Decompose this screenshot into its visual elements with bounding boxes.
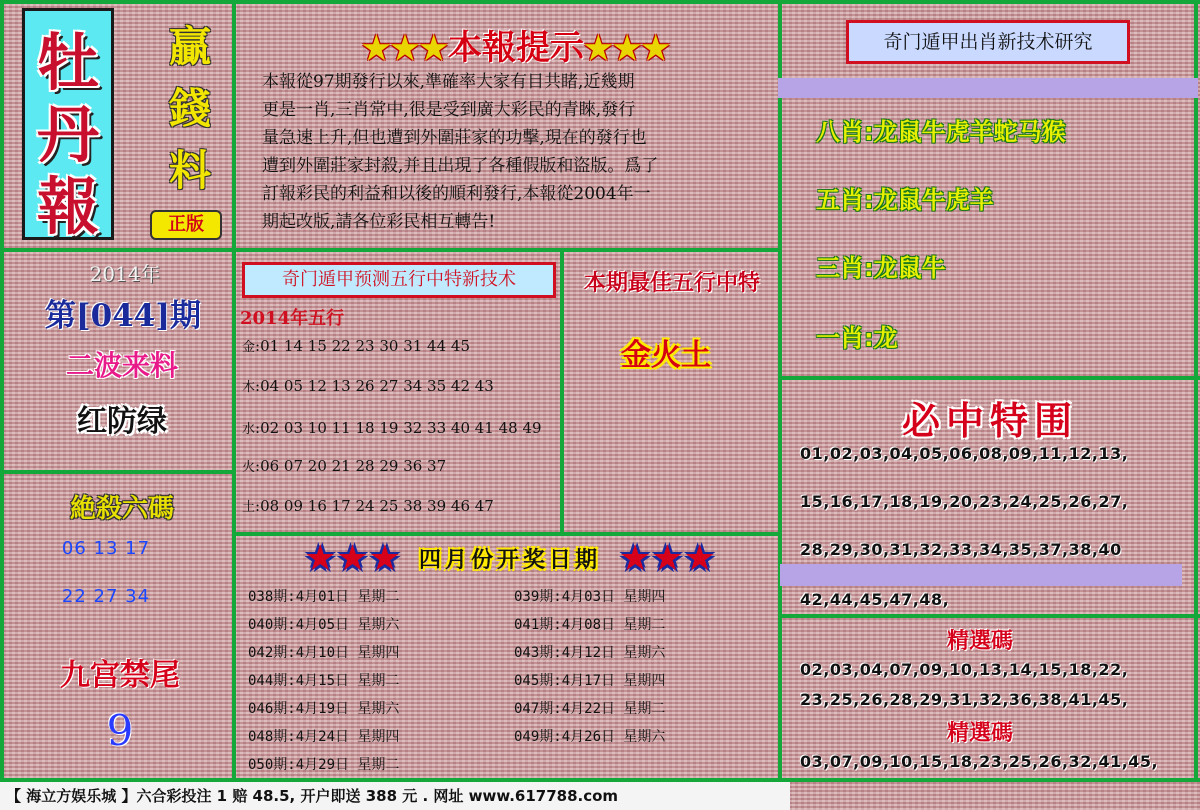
star-icon: ★★★ bbox=[619, 538, 716, 579]
grid-line bbox=[1194, 0, 1198, 782]
grid-line bbox=[0, 0, 1200, 4]
schedule-row: 047期:4月22日 星期二 bbox=[514, 701, 666, 717]
wuxing-numbers: :02 03 10 11 18 19 32 33 40 41 48 49 bbox=[255, 419, 542, 437]
schedule-row: 039期:4月03日 星期四 bbox=[514, 589, 666, 605]
jueshai-numbers: 06 13 17 bbox=[61, 538, 151, 559]
wuxing-numbers: :06 07 20 21 28 29 36 37 bbox=[255, 457, 447, 475]
notice-title bbox=[336, 20, 696, 66]
wuxing-element: 木 bbox=[242, 380, 256, 395]
notice-line: 遭到外圍莊家封殺,并且出現了各種假版和盜版。爲了 bbox=[262, 156, 659, 176]
best-wuxing-value: 金火土 bbox=[621, 338, 711, 373]
schedule-row: 042期:4月10日 星期四 bbox=[248, 645, 400, 661]
grid-line bbox=[0, 470, 234, 474]
side-char: 贏 bbox=[168, 22, 211, 71]
wuxing-row bbox=[242, 456, 446, 475]
bizhong-row: 42,44,45,47,48, bbox=[800, 590, 950, 609]
bizhong-title: 必中特围 bbox=[901, 398, 1078, 443]
issue-number: 第[044]期 bbox=[44, 298, 202, 334]
schedule-title bbox=[240, 538, 780, 578]
wuxing-numbers: :04 05 12 13 26 27 34 35 42 43 bbox=[255, 377, 494, 395]
genuine-badge: 正版 bbox=[150, 210, 222, 240]
grid-line bbox=[780, 614, 1200, 618]
notice-title-text: 本報提示 bbox=[448, 28, 584, 68]
bizhong-row: 28,29,30,31,32,33,34,35,37,38,40 bbox=[800, 540, 1122, 559]
jingxuan-title: 精選碼 bbox=[946, 628, 1013, 654]
masthead-char: 報 bbox=[36, 170, 99, 243]
xiao-panel-title: 奇门遁甲出肖新技术研究 bbox=[846, 20, 1130, 64]
xiao-line: 三肖:龙鼠牛 bbox=[816, 254, 946, 282]
xiao-line: 五肖:龙鼠牛虎羊 bbox=[816, 186, 994, 214]
jiugong-title: 九宫禁尾 bbox=[60, 658, 180, 693]
grid-line bbox=[232, 0, 236, 782]
bizhong-row: 01,02,03,04,05,06,08,09,11,12,13, bbox=[800, 444, 1129, 463]
wuxing-numbers: :08 09 16 17 24 25 38 39 46 47 bbox=[255, 497, 494, 515]
wuxing-element: 水 bbox=[242, 422, 256, 437]
notice-line: 本報從97期發行以來,準確率大家有目共睹,近幾期 bbox=[262, 72, 635, 92]
notice-line: 量急速上升,但也遭到外圍莊家的功擊,現在的發行也 bbox=[262, 128, 647, 148]
masthead-logo bbox=[22, 8, 114, 243]
schedule-title-text: 四月份开奖日期 bbox=[418, 548, 601, 573]
jingxuan-row: 03,07,09,10,15,18,23,25,26,32,41,45, bbox=[800, 752, 1159, 771]
side-char: 料 bbox=[168, 146, 211, 195]
bizhong-row: 15,16,17,18,19,20,23,24,25,26,27, bbox=[800, 492, 1129, 511]
jiugong-value: 9 bbox=[106, 706, 134, 755]
star-icon: ★★★ bbox=[584, 29, 671, 67]
notice-line: 更是一肖,三肖常中,很是受到廣大彩民的青睞,發行 bbox=[262, 100, 636, 120]
wuxing-row bbox=[242, 376, 494, 395]
masthead-char: 丹 bbox=[36, 98, 99, 171]
best-wuxing-title: 本期最佳五行中特 bbox=[583, 270, 760, 296]
highlight-bar bbox=[778, 78, 1198, 98]
wave-label: 二波来料 bbox=[65, 349, 178, 382]
notice-line: 期起改版,請各位彩民相互轉告! bbox=[262, 212, 496, 232]
wuxing-element: 火 bbox=[242, 460, 256, 475]
notice-body bbox=[262, 68, 764, 236]
wuxing-row bbox=[242, 336, 470, 355]
wuxing-element: 土 bbox=[242, 500, 256, 515]
grid-line bbox=[560, 252, 564, 534]
schedule-row: 049期:4月26日 星期六 bbox=[514, 729, 666, 745]
wuxing-panel-title: 奇门遁甲预测五行中特新技术 bbox=[242, 262, 556, 298]
notice-line: 訂報彩民的利益和以後的順利發行,本報從2004年一 bbox=[262, 184, 651, 204]
grid-line bbox=[0, 248, 780, 252]
footer-ad: 【 海立方娱乐城 】六合彩投注 1 赔 48.5, 开户即送 388 元 . 网址 www.617788.com bbox=[0, 782, 790, 810]
side-char: 錢 bbox=[168, 84, 211, 133]
schedule-row: 038期:4月01日 星期二 bbox=[248, 589, 400, 605]
color-label: 红防绿 bbox=[77, 404, 167, 439]
xiao-line: 八肖:龙鼠牛虎羊蛇马猴 bbox=[816, 118, 1066, 146]
grid-line bbox=[234, 532, 780, 536]
masthead-char: 牡 bbox=[36, 26, 99, 99]
star-icon: ★★★ bbox=[304, 538, 401, 579]
schedule-row: 045期:4月17日 星期四 bbox=[514, 673, 666, 689]
schedule-row: 044期:4月15日 星期二 bbox=[248, 673, 400, 689]
schedule-row: 041期:4月08日 星期二 bbox=[514, 617, 666, 633]
jueshai-numbers: 22 27 34 bbox=[61, 586, 151, 607]
highlight-bar bbox=[780, 564, 1182, 586]
jingxuan-row: 23,25,26,28,29,31,32,36,38,41,45, bbox=[800, 690, 1129, 709]
schedule-row: 040期:4月05日 星期六 bbox=[248, 617, 400, 633]
jueshai-title: 絶殺六碼 bbox=[69, 494, 174, 524]
schedule-row: 046期:4月19日 星期六 bbox=[248, 701, 400, 717]
xiao-line: 一肖:龙 bbox=[816, 324, 898, 352]
schedule-row: 043期:4月12日 星期六 bbox=[514, 645, 666, 661]
schedule-row: 048期:4月24日 星期四 bbox=[248, 729, 400, 745]
grid-line bbox=[0, 0, 4, 782]
wuxing-element: 金 bbox=[242, 340, 256, 355]
grid-line bbox=[778, 0, 782, 782]
star-icon: ★★★ bbox=[361, 29, 448, 67]
wuxing-row bbox=[242, 418, 542, 437]
schedule-row: 050期:4月29日 星期二 bbox=[248, 757, 400, 773]
wuxing-numbers: :01 14 15 22 23 30 31 44 45 bbox=[255, 337, 470, 355]
wuxing-year-label: 2014年五行 bbox=[240, 308, 345, 329]
jingxuan-title: 精選碼 bbox=[946, 720, 1013, 746]
grid-line bbox=[780, 376, 1200, 380]
jingxuan-row: 02,03,04,07,09,10,13,14,15,18,22, bbox=[800, 660, 1129, 679]
wuxing-row bbox=[242, 496, 494, 515]
issue-year: 2014年 bbox=[89, 262, 161, 286]
